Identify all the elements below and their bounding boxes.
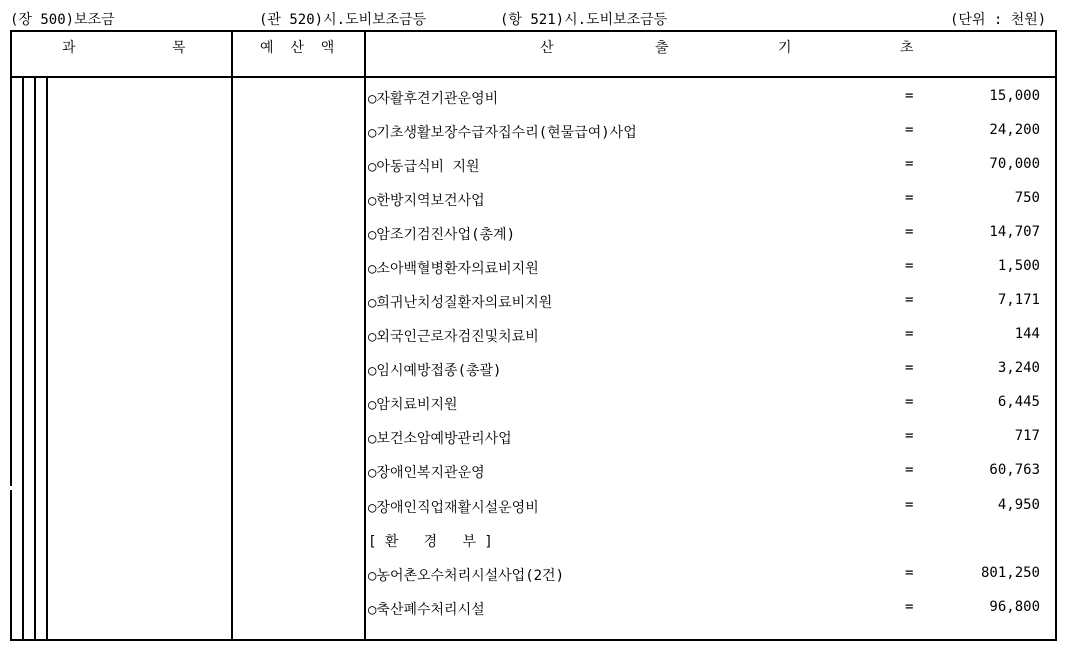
row-equals: =: [905, 428, 914, 444]
row-equals: =: [905, 394, 914, 410]
row-amount: 750: [1014, 190, 1040, 206]
calc-header-char-1: 산: [540, 40, 554, 56]
row-description: ○암조기검진사업(총계): [368, 227, 516, 243]
row-amount: 801,250: [980, 565, 1040, 581]
item-label: (항 521)시.도비보조금등: [500, 12, 668, 28]
subject-subdivider-2: [34, 77, 36, 641]
row-amount: 14,707: [989, 224, 1040, 240]
column-divider-budget: [364, 30, 366, 641]
row-amount: 15,000: [989, 88, 1040, 104]
row-equals: =: [905, 292, 914, 308]
row-amount: 4,950: [997, 497, 1040, 513]
row-equals: =: [905, 122, 914, 138]
row-description: ○암치료비지원: [368, 397, 458, 413]
row-equals: =: [905, 156, 914, 172]
row-amount: 717: [1014, 428, 1040, 444]
row-description: ○외국인근로자검진및치료비: [368, 329, 539, 345]
row-description: ○축산폐수처리시설: [368, 602, 485, 618]
subject-header-left: 과: [62, 40, 76, 56]
subject-subdivider-3: [46, 77, 48, 641]
page-break-gap: [10, 486, 12, 490]
row-description: ○자활후견기관운영비: [368, 91, 499, 107]
budget-header: 예 산 액: [260, 40, 335, 56]
row-equals: =: [905, 599, 914, 615]
row-description: ○장애인복지관운영: [368, 465, 485, 481]
row-equals: =: [905, 326, 914, 342]
row-amount: 3,240: [997, 360, 1040, 376]
calc-header-char-3: 기: [778, 40, 792, 56]
row-description: ○아동급식비 지원: [368, 159, 480, 175]
row-description: ○기초생활보장수급자집수리(현물급여)사업: [368, 125, 637, 141]
row-equals: =: [905, 258, 914, 274]
row-description: ○농어촌오수처리시설사업(2건): [368, 568, 565, 584]
row-amount: 24,200: [989, 122, 1040, 138]
row-equals: =: [905, 190, 914, 206]
row-description: ○소아백혈병환자의료비지원: [368, 261, 539, 277]
row-equals: =: [905, 224, 914, 240]
row-amount: 70,000: [989, 156, 1040, 172]
calc-header-char-2: 출: [655, 40, 669, 56]
row-amount: 6,445: [997, 394, 1040, 410]
row-equals: =: [905, 497, 914, 513]
row-description: ○희귀난치성질환자의료비지원: [368, 295, 553, 311]
row-equals: =: [905, 565, 914, 581]
row-description: ○임시예방접종(총괄): [368, 363, 502, 379]
header-divider: [10, 76, 1057, 78]
chapter-label: (장 500)보조금: [10, 12, 115, 28]
calc-header-char-4: 초: [900, 40, 914, 56]
subject-subdivider-1: [22, 77, 24, 641]
row-amount: 7,171: [997, 292, 1040, 308]
row-description: ○장애인직업재활시설운영비: [368, 500, 539, 516]
section-heading: [ 환 경 부 ]: [368, 534, 493, 550]
unit-label: (단위 : 천원): [950, 12, 1047, 28]
row-amount: 96,800: [989, 599, 1040, 615]
section-label: (관 520)시.도비보조금등: [259, 12, 427, 28]
column-divider-subject: [231, 30, 233, 641]
row-description: ○보건소암예방관리사업: [368, 431, 512, 447]
subject-header-right: 목: [172, 40, 186, 56]
row-amount: 60,763: [989, 462, 1040, 478]
row-amount: 1,500: [997, 258, 1040, 274]
row-description: ○한방지역보건사업: [368, 193, 485, 209]
row-equals: =: [905, 462, 914, 478]
row-equals: =: [905, 88, 914, 104]
row-amount: 144: [1014, 326, 1040, 342]
row-equals: =: [905, 360, 914, 376]
